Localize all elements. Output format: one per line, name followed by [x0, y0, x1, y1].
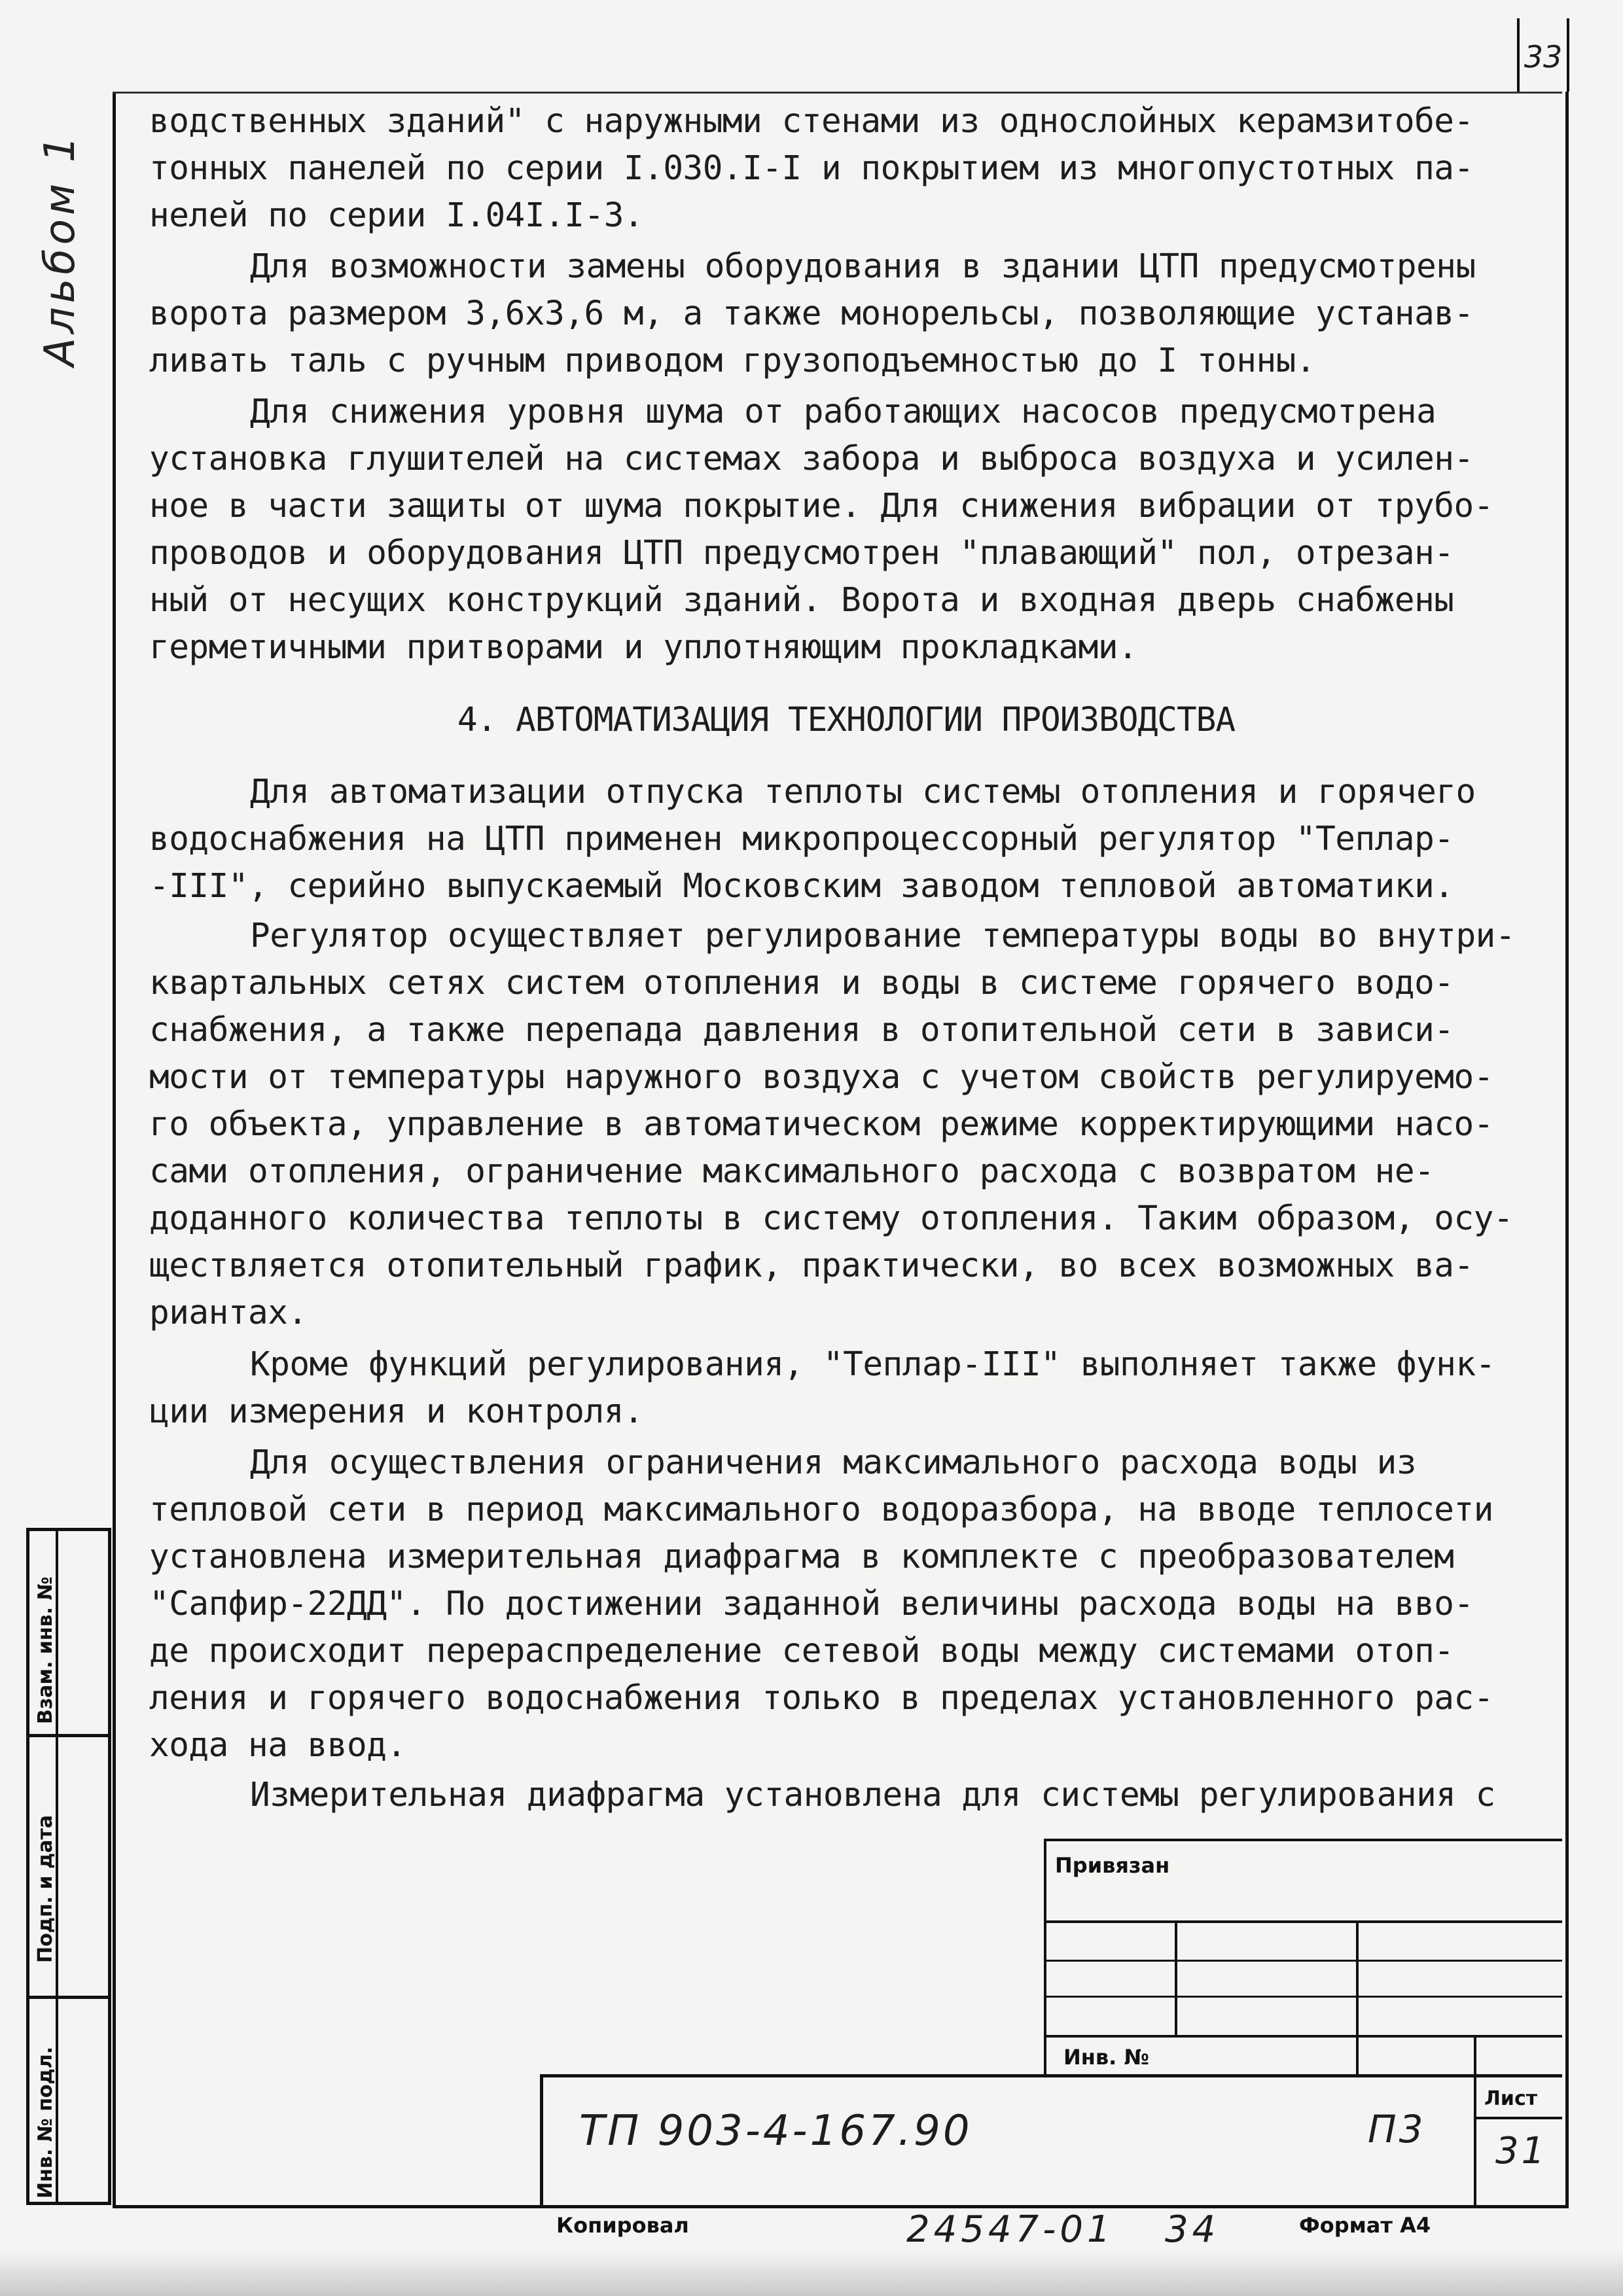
side-stamp-separator: [26, 1734, 111, 1737]
text-line: сами отопления, ограничение максимального расхода с возвратом не-: [149, 1152, 1435, 1191]
text-line: Для автоматизации отпуска теплоты системы отопления и горячего: [250, 773, 1476, 811]
text-line: ливать таль с ручным приводом грузоподъемностью до I тонны.: [149, 342, 1316, 380]
album-label: Альбом 1: [36, 132, 84, 366]
text-line: мости от температуры наружного воздуха с учетом свойств регулируемо-: [149, 1058, 1493, 1097]
side-stamp-label-podp: Подп. и дата: [34, 1814, 57, 1963]
tb-col-line: [1356, 1920, 1359, 2074]
text-line: снабжения, а также перепада давления в отопительной сети в зависи-: [149, 1011, 1454, 1050]
text-line: го объекта, управление в автоматическом режиме корректирующими насо-: [149, 1105, 1493, 1144]
archive-number: 24547-01: [906, 2208, 1115, 2251]
text-line: ное в части защиты от шума покрытие. Для снижения вибрации от трубо-: [149, 487, 1493, 525]
text-line: риантах.: [149, 1294, 308, 1332]
text-line: проводов и оборудования ЦТП предусмотрен "плавающий" пол, отрезан-: [149, 534, 1454, 573]
side-stamp-separator: [26, 1996, 111, 1999]
tb-col-line: [1474, 2074, 1476, 2205]
text-line: установлена измерительная диафрагма в комплекте с преобразователем: [149, 1538, 1454, 1576]
tb-col-line: [1474, 2035, 1476, 2074]
text-line: доданного количества теплоты в систему отопления. Таким образом, осу-: [149, 1199, 1514, 1238]
text-line: нелей по серии I.04I.I-3.: [149, 196, 644, 235]
text-line: ления и горячего водоснабжения только в пределах установленного рас-: [149, 1679, 1493, 1718]
side-stamp-label-inv: Инв. № подл.: [34, 2046, 57, 2199]
text-line: квартальных сетях систем отопления и воды в системе горячего водо-: [149, 964, 1454, 1002]
text-line: Измерительная диафрагма установлена для системы регулирования с: [250, 1776, 1495, 1814]
text-line: ции измерения и контроля.: [149, 1392, 644, 1431]
text-line: Для осуществления ограничения максимального расхода воды из: [250, 1443, 1417, 1482]
text-line: водоснабжения на ЦТП применен микропроцессорный регулятор "Теплар-: [149, 820, 1454, 858]
text-line: Для возможности замены оборудования в здании ЦТП предусмотрены: [250, 247, 1476, 286]
text-line: ный от несущих конструкций зданий. Ворота и входная дверь снабжены: [149, 581, 1454, 620]
tb-row-line: [1044, 1996, 1562, 1998]
tb-border: [1044, 1839, 1046, 2074]
text-line: Для снижения уровня шума от работающих насосов предусмотрена: [250, 393, 1436, 431]
tb-border: [1044, 1839, 1562, 1841]
section-heading: 4. АВТОМАТИЗАЦИЯ ТЕХНОЛОГИИ ПРОИЗВОДСТВА: [457, 701, 1236, 739]
page-bottom-shadow: [0, 2251, 1623, 2296]
text-line: хода на ввод.: [149, 1726, 406, 1765]
copied-label: Копировал: [556, 2213, 689, 2238]
privyazan-label: Привязан: [1055, 1853, 1170, 1878]
tb-row-line: [1044, 1920, 1562, 1923]
tb-row-line: [1474, 2117, 1562, 2119]
text-line: ществляется отопительный график, практически, во всех возможных ва-: [149, 1246, 1474, 1285]
text-line: Регулятор осуществляет регулирование температуры воды во внутри-: [250, 917, 1516, 955]
format-label: Формат А4: [1299, 2213, 1431, 2238]
doc-code: ТП 903-4-167.90: [579, 2107, 972, 2155]
section-code: П3: [1368, 2107, 1426, 2151]
sheet-label: Лист: [1484, 2087, 1538, 2110]
tb-col-line: [1175, 1920, 1177, 2035]
tb-row-line: [1044, 1960, 1562, 1962]
text-line: водственных зданий" с наружными стенами из однослойных керамзитобе-: [149, 102, 1474, 141]
page-number-top: 33: [1524, 39, 1563, 75]
text-line: Кроме функций регулирования, "Теплар-III" выполняет также функ-: [250, 1345, 1495, 1384]
tb-border: [540, 2074, 1562, 2077]
text-line: ворота размером 3,6х3,6 м, а также монорельсы, позволяющие устанав-: [149, 294, 1474, 333]
tb-row-line: [1044, 2035, 1562, 2038]
sheet-number: 31: [1495, 2130, 1548, 2172]
tb-border: [540, 2074, 543, 2205]
text-line: тепловой сети в период максимального водоразбора, на вводе теплосети: [149, 1491, 1493, 1529]
text-line: -III", серийно выпускаемый Московским заводом тепловой автоматики.: [149, 867, 1454, 906]
side-stamp-label-vzam: Взам. инв. №: [34, 1576, 57, 1724]
text-line: тонных панелей по серии I.030.I-I и покрытием из многопустотных па-: [149, 149, 1474, 188]
archive-sheet: 34: [1165, 2208, 1220, 2251]
text-line: установка глушителей на системах забора и выброса воздуха и усилен-: [149, 440, 1474, 478]
text-line: де происходит перераспределение сетевой воды между системами отоп-: [149, 1632, 1454, 1670]
text-line: герметичными притворами и уплотняющим прокладками.: [149, 628, 1138, 667]
inv-no-label: Инв. №: [1063, 2045, 1149, 2070]
text-line: "Сапфир-22ДД". По достижении заданной величины расхода воды на вво-: [149, 1585, 1474, 1623]
page-frame-top-line: [113, 92, 1562, 94]
